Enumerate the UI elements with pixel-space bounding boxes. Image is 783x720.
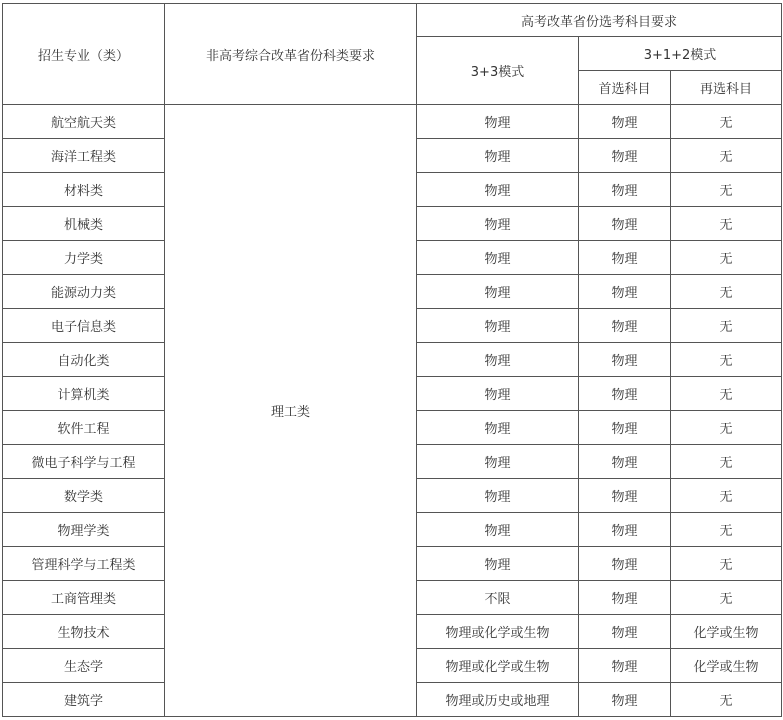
cell-major: 电子信息类 [3, 309, 165, 343]
cell-mode-33: 物理 [417, 343, 579, 377]
cell-first-subject: 物理 [579, 615, 671, 649]
cell-mode-33: 物理 [417, 105, 579, 139]
cell-first-subject: 物理 [579, 105, 671, 139]
cell-category: 理工类 [165, 105, 417, 717]
cell-second-subject: 无 [671, 173, 782, 207]
cell-major: 能源动力类 [3, 275, 165, 309]
cell-first-subject: 物理 [579, 309, 671, 343]
cell-mode-33: 物理 [417, 173, 579, 207]
cell-major: 材料类 [3, 173, 165, 207]
cell-second-subject: 无 [671, 343, 782, 377]
cell-second-subject: 无 [671, 377, 782, 411]
header-second-subject: 再选科目 [671, 71, 782, 105]
cell-first-subject: 物理 [579, 649, 671, 683]
cell-second-subject: 无 [671, 105, 782, 139]
cell-major: 建筑学 [3, 683, 165, 717]
cell-second-subject: 无 [671, 411, 782, 445]
cell-major: 力学类 [3, 241, 165, 275]
cell-mode-33: 不限 [417, 581, 579, 615]
cell-first-subject: 物理 [579, 343, 671, 377]
cell-second-subject: 无 [671, 581, 782, 615]
cell-first-subject: 物理 [579, 241, 671, 275]
cell-second-subject: 无 [671, 275, 782, 309]
cell-first-subject: 物理 [579, 479, 671, 513]
cell-second-subject: 无 [671, 513, 782, 547]
cell-mode-33: 物理 [417, 377, 579, 411]
cell-major: 航空航天类 [3, 105, 165, 139]
cell-major: 生态学 [3, 649, 165, 683]
cell-first-subject: 物理 [579, 207, 671, 241]
cell-major: 海洋工程类 [3, 139, 165, 173]
header-mode-33: 3+3模式 [417, 37, 579, 105]
cell-mode-33: 物理或化学或生物 [417, 649, 579, 683]
cell-mode-33: 物理或历史或地理 [417, 683, 579, 717]
cell-major: 软件工程 [3, 411, 165, 445]
cell-second-subject: 无 [671, 547, 782, 581]
cell-second-subject: 化学或生物 [671, 649, 782, 683]
cell-first-subject: 物理 [579, 547, 671, 581]
cell-mode-33: 物理 [417, 411, 579, 445]
cell-second-subject: 无 [671, 445, 782, 479]
cell-mode-33: 物理 [417, 275, 579, 309]
cell-mode-33: 物理 [417, 309, 579, 343]
cell-second-subject: 化学或生物 [671, 615, 782, 649]
cell-mode-33: 物理 [417, 479, 579, 513]
cell-first-subject: 物理 [579, 139, 671, 173]
cell-mode-33: 物理 [417, 207, 579, 241]
cell-major: 管理科学与工程类 [3, 547, 165, 581]
cell-first-subject: 物理 [579, 683, 671, 717]
header-mode-312: 3+1+2模式 [579, 37, 782, 71]
cell-first-subject: 物理 [579, 377, 671, 411]
cell-mode-33: 物理 [417, 139, 579, 173]
cell-second-subject: 无 [671, 309, 782, 343]
cell-second-subject: 无 [671, 139, 782, 173]
header-major: 招生专业（类） [3, 4, 165, 105]
cell-mode-33: 物理 [417, 547, 579, 581]
cell-mode-33: 物理 [417, 241, 579, 275]
cell-major: 生物技术 [3, 615, 165, 649]
header-first-subject: 首选科目 [579, 71, 671, 105]
cell-major: 物理学类 [3, 513, 165, 547]
cell-major: 工商管理类 [3, 581, 165, 615]
cell-second-subject: 无 [671, 683, 782, 717]
cell-first-subject: 物理 [579, 173, 671, 207]
cell-mode-33: 物理或化学或生物 [417, 615, 579, 649]
header-non-reform: 非高考综合改革省份科类要求 [165, 4, 417, 105]
cell-major: 机械类 [3, 207, 165, 241]
cell-second-subject: 无 [671, 241, 782, 275]
cell-major: 自动化类 [3, 343, 165, 377]
table-row [3, 105, 782, 139]
cell-first-subject: 物理 [579, 411, 671, 445]
cell-first-subject: 物理 [579, 445, 671, 479]
cell-major: 数学类 [3, 479, 165, 513]
cell-mode-33: 物理 [417, 445, 579, 479]
cell-first-subject: 物理 [579, 581, 671, 615]
header-reform: 高考改革省份选考科目要求 [417, 4, 782, 37]
cell-second-subject: 无 [671, 479, 782, 513]
cell-first-subject: 物理 [579, 275, 671, 309]
cell-second-subject: 无 [671, 207, 782, 241]
cell-major: 计算机类 [3, 377, 165, 411]
cell-major: 微电子科学与工程 [3, 445, 165, 479]
cell-mode-33: 物理 [417, 513, 579, 547]
table-body [3, 105, 782, 717]
subject-requirements-table [2, 3, 782, 717]
cell-first-subject: 物理 [579, 513, 671, 547]
